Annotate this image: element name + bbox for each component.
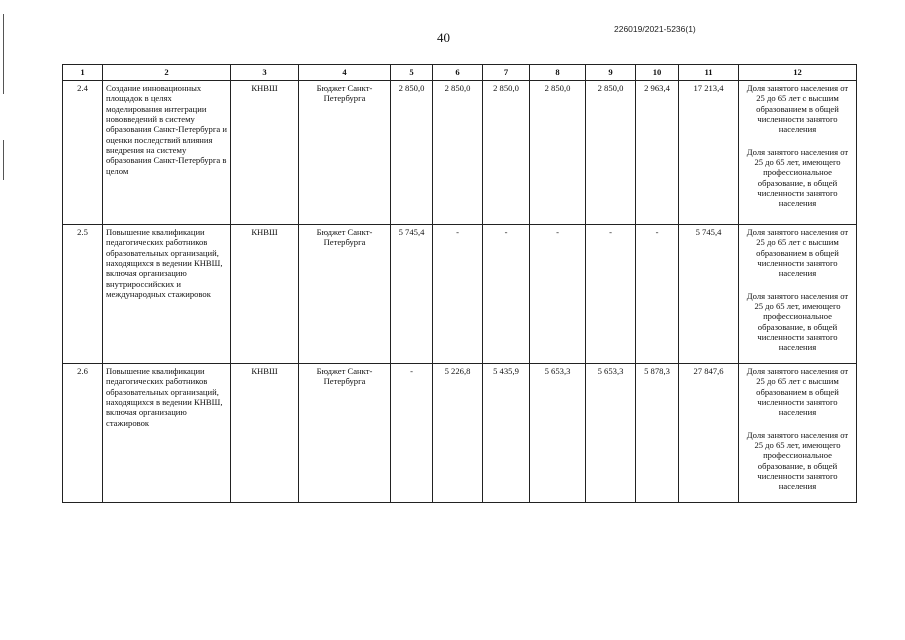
column-header: 12 (739, 65, 857, 81)
value-col-6: 5 226,8 (433, 364, 483, 503)
program-activities-table (62, 64, 857, 503)
activity-description: Повышение квалификации педагогических работников образовательных организаций, находящихся в ведении КНВШ, включая организацию внутрироссийских и международных стажировок (103, 225, 231, 364)
value-col-8: 2 850,0 (530, 81, 586, 225)
column-header: 2 (103, 65, 231, 81)
document-reference: 226019/2021-5236(1) (614, 24, 696, 34)
value-col-10: 2 963,4 (636, 81, 679, 225)
column-header: 10 (636, 65, 679, 81)
value-col-8: 5 653,3 (530, 364, 586, 503)
item-number: 2.6 (63, 364, 103, 503)
executor: КНВШ (231, 364, 299, 503)
header-row (63, 65, 857, 81)
indicator-text: Доля занятого населения от 25 до 65 лет, имеющего профессиональное образование, в общей численности занятого населения (746, 146, 849, 209)
column-header: 1 (63, 65, 103, 81)
column-header: 11 (679, 65, 739, 81)
value-col-7: 2 850,0 (483, 81, 530, 225)
indicator-text: Доля занятого населения от 25 до 65 лет с высшим образованием в общей численности занятого населения (746, 366, 849, 418)
value-col-5: 5 745,4 (391, 225, 433, 364)
column-header: 4 (299, 65, 391, 81)
value-col-6: - (433, 225, 483, 364)
value-col-7: 5 435,9 (483, 364, 530, 503)
column-header: 8 (530, 65, 586, 81)
page-number: 40 (437, 30, 450, 45)
value-col-9: 2 850,0 (586, 81, 636, 225)
column-header: 9 (586, 65, 636, 81)
activity-description: Создание инновационных площадок в целях моделирования интеграции нововведений в систему образования Санкт-Петербурга и оценки последствий влияния внедрения на систему образования Санкт-Петербурга в целом (103, 81, 231, 225)
column-header: 3 (231, 65, 299, 81)
indicators-cell (739, 225, 857, 364)
activity-description: Повышение квалификации педагогических работников образовательных организаций, находящихся в ведении КНВШ, включая организацию стажировок (103, 364, 231, 503)
indicator-text: Доля занятого населения от 25 до 65 лет, имеющего профессиональное образование, в общей численности занятого населения (746, 429, 849, 492)
indicator-text: Доля занятого населения от 25 до 65 лет с высшим образованием в общей численности занятого населения (746, 83, 849, 135)
value-col-7: - (483, 225, 530, 364)
funding-source: Бюджет Санкт-Петербурга (299, 225, 391, 364)
value-col-9: - (586, 225, 636, 364)
table-row (63, 81, 857, 225)
value-col-8: - (530, 225, 586, 364)
value-col-5: 2 850,0 (391, 81, 433, 225)
value-col-10: - (636, 225, 679, 364)
column-header: 5 (391, 65, 433, 81)
executor: КНВШ (231, 225, 299, 364)
value-col-5: - (391, 364, 433, 503)
value-total: 17 213,4 (679, 81, 739, 225)
scan-margin-mark (3, 14, 4, 94)
executor: КНВШ (231, 81, 299, 225)
table-row (63, 364, 857, 503)
column-header: 7 (483, 65, 530, 81)
funding-source: Бюджет Санкт-Петербурга (299, 364, 391, 503)
value-total: 27 847,6 (679, 364, 739, 503)
value-col-9: 5 653,3 (586, 364, 636, 503)
scan-margin-mark (3, 140, 4, 180)
item-number: 2.5 (63, 225, 103, 364)
indicators-cell (739, 364, 857, 503)
funding-source: Бюджет Санкт-Петербурга (299, 81, 391, 225)
column-header: 6 (433, 65, 483, 81)
value-col-6: 2 850,0 (433, 81, 483, 225)
indicator-text: Доля занятого населения от 25 до 65 лет, имеющего профессиональное образование, в общей численности занятого населения (746, 290, 849, 353)
value-col-10: 5 878,3 (636, 364, 679, 503)
table-row (63, 225, 857, 364)
item-number: 2.4 (63, 81, 103, 225)
indicator-text: Доля занятого населения от 25 до 65 лет с высшим образованием в общей численности занятого населения (746, 227, 849, 279)
value-total: 5 745,4 (679, 225, 739, 364)
indicators-cell (739, 81, 857, 225)
